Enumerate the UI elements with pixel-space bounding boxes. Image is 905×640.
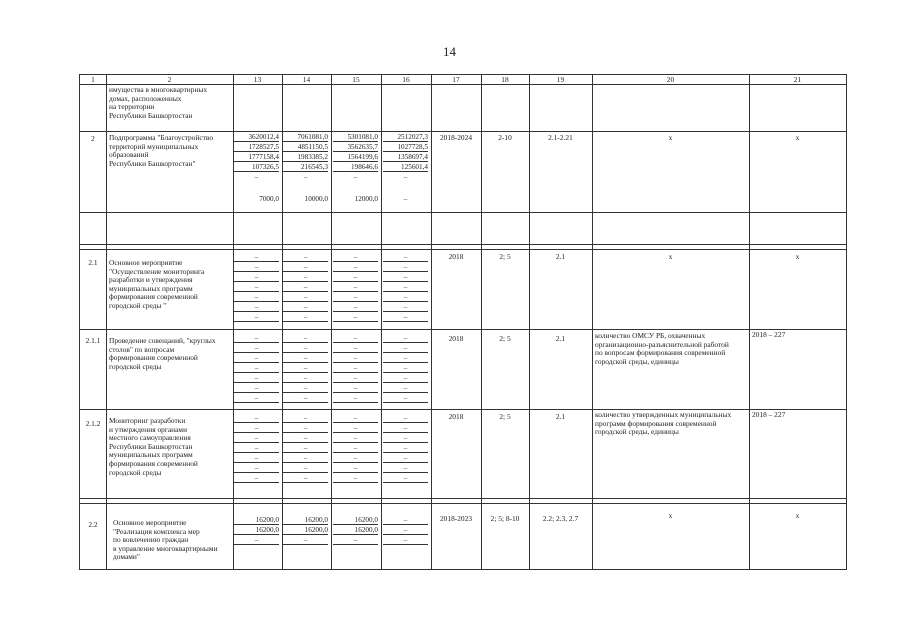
dash-cell: – [283, 313, 328, 322]
row-divider [80, 249, 846, 250]
row2-value-cell: – [353, 173, 358, 181]
row211-col21: 2018 – 227 [752, 330, 786, 339]
dash-cell: – [234, 444, 279, 453]
dash-cell: – [383, 303, 428, 312]
dash-cell: – [333, 313, 378, 322]
row21-num: 2.1 [88, 258, 98, 267]
row-divider [80, 329, 846, 330]
row-prev-name: имущества в многоквартирных домах, расположенных на территории Республики Башкортостан [109, 85, 208, 120]
row22-num: 2.2 [88, 520, 98, 529]
row211-col20: количество ОМСУ РБ, охваченных организационно-разъяснительной работой по вопросам формирования современной городской среды, единицы [595, 331, 729, 366]
dash-cell: – [283, 334, 328, 343]
row22-value-cell: – [283, 536, 328, 545]
row21-period: 2018 [448, 252, 464, 261]
dash-cell: – [333, 444, 378, 453]
row2-col21: х [795, 133, 800, 142]
dash-cell: – [283, 293, 328, 302]
row211-col18: 2; 5 [499, 334, 511, 343]
row22-name: Основное мероприятие "Реализация комплекса мер по вовлечению граждан в управление многоквартирными домами" [113, 518, 218, 562]
dash-cell: – [234, 253, 279, 262]
row2-value-cell: 4851150,5 [283, 143, 328, 152]
row2-value-cell: 3562635,7 [333, 143, 378, 152]
dash-cell: – [383, 434, 428, 443]
col-divider [592, 75, 593, 569]
dash-cell: – [383, 364, 428, 373]
dash-cell: – [333, 464, 378, 473]
dash-cell: – [234, 414, 279, 423]
dash-cell: – [383, 253, 428, 262]
dash-cell: – [383, 293, 428, 302]
col-divider [431, 75, 432, 569]
dash-cell: – [234, 303, 279, 312]
header-col-16: 16 [402, 75, 410, 84]
dash-cell: – [234, 263, 279, 272]
dash-cell: – [383, 273, 428, 282]
dash-cell: – [383, 354, 428, 363]
header-col-20: 20 [666, 75, 675, 84]
dash-cell: – [234, 384, 279, 393]
row22-value-cell: 16200,0 [234, 526, 279, 535]
dash-cell: – [283, 374, 328, 383]
row22-value-cell: – [383, 536, 428, 545]
dash-cell: – [333, 394, 378, 403]
dash-cell: – [333, 293, 378, 302]
row2-value-cell: 10000,0 [304, 195, 328, 203]
dash-cell: – [383, 464, 428, 473]
dash-cell: – [234, 474, 279, 483]
row2-value-cell: 7000,0 [259, 195, 279, 203]
row2-value-cell: 1358697,4 [383, 153, 428, 162]
row2-value-cell: 198646,6 [333, 163, 378, 172]
dash-cell: – [283, 424, 328, 433]
dash-cell: – [234, 283, 279, 292]
header-col-18: 18 [501, 75, 509, 84]
row22-value-cell: 16200,0 [283, 526, 328, 535]
row-divider [80, 498, 846, 499]
row22-value-cell: – [333, 536, 378, 545]
row2-value-cell: – [254, 173, 259, 181]
header-col-21: 21 [793, 75, 802, 84]
dash-cell: – [383, 344, 428, 353]
row2-num: 2 [91, 134, 95, 143]
dash-cell: – [333, 384, 378, 393]
row-divider [80, 503, 846, 504]
header-col-14: 14 [302, 75, 311, 84]
row212-name: Мониторинг разработки и утверждения органами местного самоуправления Республики Башкортостан муниципальных программ формирования современной городской среды [109, 416, 198, 477]
row-divider [80, 244, 846, 245]
dash-cell: – [283, 414, 328, 423]
row2-value-cell: – [403, 195, 408, 203]
dash-cell: – [383, 454, 428, 463]
dash-cell: – [283, 464, 328, 473]
row-divider [80, 212, 846, 213]
dash-cell: – [283, 263, 328, 272]
dash-cell: – [283, 394, 328, 403]
page-number: 14 [443, 44, 456, 59]
row21-col21: х [795, 252, 800, 261]
dash-cell: – [383, 334, 428, 343]
budget-table [79, 74, 847, 570]
row212-period: 2018 [448, 412, 464, 421]
col-divider [106, 75, 107, 569]
row2-value-cell: 125601,4 [383, 163, 428, 172]
row22-col18: 2; 5; 8-10 [490, 514, 520, 523]
row21-col18: 2; 5 [499, 252, 511, 261]
dash-cell: – [383, 374, 428, 383]
row-divider [80, 409, 846, 410]
dash-cell: – [333, 424, 378, 433]
dash-cell: – [333, 303, 378, 312]
row2-value-cell: 3620012,4 [234, 133, 279, 142]
row2-value-cell: 1564199,6 [333, 153, 378, 162]
row211-name: Проведение совещаний, "круглых столов" по вопросам формирования современной городской среды [109, 336, 216, 371]
dash-cell: – [283, 354, 328, 363]
row-divider [80, 131, 846, 132]
dash-cell: – [383, 414, 428, 423]
row2-value-cell: – [303, 173, 308, 181]
dash-cell: – [333, 364, 378, 373]
dash-cell: – [383, 283, 428, 292]
col-divider [529, 75, 530, 569]
row2-value-cell: 1027728,5 [383, 143, 428, 152]
row22-value-cell: 16200,0 [283, 516, 328, 525]
dash-cell: – [234, 434, 279, 443]
row22-value-cell: 16200,0 [234, 516, 279, 525]
row212-num: 2.1.2 [85, 419, 101, 428]
row2-period: 2018-2024 [439, 133, 473, 142]
dash-cell: – [283, 364, 328, 373]
dash-cell: – [234, 454, 279, 463]
dash-cell: – [234, 374, 279, 383]
row2-value-cell: 1983385,2 [283, 153, 328, 162]
header-col-19: 19 [556, 75, 565, 84]
dash-cell: – [383, 474, 428, 483]
row2-name: Подпрограмма "Благоустройство территорий муниципальных образований Республики Башкортостан" [109, 133, 214, 168]
dash-cell: – [234, 293, 279, 302]
row2-value-cell: 5301081,0 [333, 133, 378, 142]
dash-cell: – [283, 434, 328, 443]
dash-cell: – [333, 414, 378, 423]
dash-cell: – [283, 384, 328, 393]
row2-value-cell: 107326,5 [234, 163, 279, 172]
row22-value-cell: – [383, 516, 428, 525]
header-col-2: 2 [167, 75, 172, 84]
row2-value-cell: – [403, 173, 408, 181]
row22-col21: х [795, 511, 800, 520]
dash-cell: – [333, 273, 378, 282]
dash-cell: – [234, 334, 279, 343]
dash-cell: – [283, 474, 328, 483]
row22-col20: х [668, 511, 673, 520]
dash-cell: – [333, 344, 378, 353]
dash-cell: – [333, 354, 378, 363]
row211-period: 2018 [448, 334, 464, 343]
row212-col21: 2018 – 227 [752, 410, 786, 419]
row2-col18: 2-10 [498, 133, 512, 142]
row2-col19: 2.1-2.21 [548, 133, 573, 142]
dash-cell: – [333, 434, 378, 443]
col-divider [481, 75, 482, 569]
dash-cell: – [333, 474, 378, 483]
dash-cell: – [283, 303, 328, 312]
row212-col20: количество утвержденных муниципальных программ формирования современной городской среды, единицы [595, 410, 732, 437]
row2-value-cell: 1728527,5 [234, 143, 279, 152]
dash-cell: – [234, 313, 279, 322]
row21-col19: 2.1 [555, 252, 566, 261]
dash-cell: – [283, 283, 328, 292]
row22-period: 2018-2023 [439, 514, 473, 523]
dash-cell: – [333, 374, 378, 383]
dash-cell: – [333, 263, 378, 272]
dash-cell: – [283, 253, 328, 262]
col-divider [331, 75, 332, 569]
dash-cell: – [383, 384, 428, 393]
dash-cell: – [234, 394, 279, 403]
header-col-13: 13 [253, 75, 262, 84]
row211-num: 2.1.1 [85, 336, 101, 345]
dash-cell: – [234, 344, 279, 353]
dash-cell: – [383, 424, 428, 433]
dash-cell: – [383, 263, 428, 272]
dash-cell: – [283, 344, 328, 353]
dash-cell: – [383, 313, 428, 322]
row2-value-cell: 12000,0 [354, 195, 378, 203]
row22-value-cell: – [234, 536, 279, 545]
row2-col20: х [668, 133, 673, 142]
dash-cell: – [283, 444, 328, 453]
dash-cell: – [333, 334, 378, 343]
dash-cell: – [333, 454, 378, 463]
row211-col19: 2.1 [555, 334, 566, 343]
dash-cell: – [234, 273, 279, 282]
row212-col19: 2.1 [555, 412, 566, 421]
row22-value-cell: 16200,0 [333, 526, 378, 535]
dash-cell: – [383, 394, 428, 403]
header-col-17: 17 [452, 75, 460, 84]
dash-cell: – [383, 444, 428, 453]
row212-col18: 2; 5 [499, 412, 511, 421]
row21-name: Основное мероприятие "Осуществление мониторинга разработки и утверждения муниципальных программ формирования современной городской среды " [109, 258, 205, 310]
dash-cell: – [333, 283, 378, 292]
row2-value-cell: 7061081,0 [283, 133, 328, 142]
row22-value-cell: 16200,0 [333, 516, 378, 525]
row22-col19: 2.2; 2.3, 2.7 [542, 514, 579, 523]
row21-col20: х [668, 252, 673, 261]
row2-value-cell: 1777158,4 [234, 153, 279, 162]
dash-cell: – [234, 464, 279, 473]
dash-cell: – [234, 354, 279, 363]
dash-cell: – [283, 454, 328, 463]
header-col-1: 1 [91, 75, 95, 84]
header-col-15: 15 [352, 75, 360, 84]
row2-value-cell: 216545,3 [283, 163, 328, 172]
col-divider [381, 75, 382, 569]
dash-cell: – [283, 273, 328, 282]
dash-cell: – [234, 364, 279, 373]
dash-cell: – [234, 424, 279, 433]
row2-value-cell: 2512027,3 [383, 133, 428, 142]
col-divider [749, 75, 750, 569]
row22-value-cell: – [383, 526, 428, 535]
dash-cell: – [333, 253, 378, 262]
